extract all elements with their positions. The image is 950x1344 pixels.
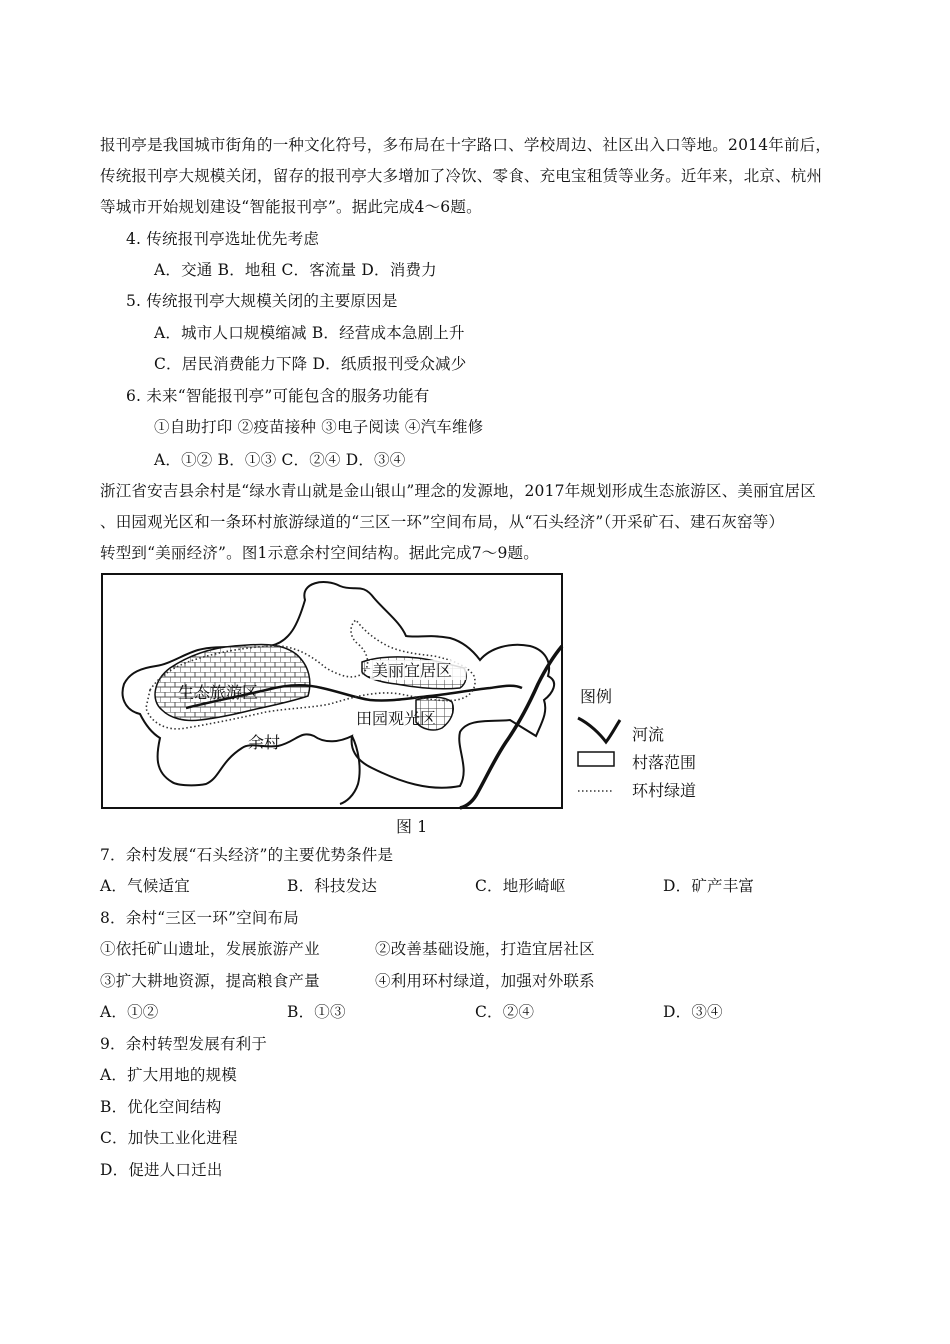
passage1-line1: 报刊亭是我国城市街角的一种文化符号，多布局在十字路口、学校周边、社区出入口等地。2014年前后， xyxy=(100,136,832,154)
q6-stem: 6. 未来“智能报刊亭”可能包含的服务功能有 xyxy=(126,387,430,405)
yucun-map-figure xyxy=(100,572,842,812)
passage2-line1: 浙江省安吉县余村是“绿水青山就是金山银山”理念的发源地，2017年规划形成生态旅游区、美丽宜居区 xyxy=(100,482,816,500)
q7-option-a: A．气候适宜 xyxy=(100,877,190,895)
q9-stem: 9．余村转型发展有利于 xyxy=(100,1035,268,1053)
q9-option-b: B．优化空间结构 xyxy=(100,1098,222,1116)
legend-title: 图例 xyxy=(580,687,613,706)
q9-option-d: D．促进人口迁出 xyxy=(100,1161,223,1179)
q8-item2: ②改善基础设施，打造宜居社区 xyxy=(375,940,595,958)
q9-option-a: A．扩大用地的规模 xyxy=(100,1066,237,1084)
q5-options-line1: A．城市人口规模缩减 B．经营成本急剧上升 xyxy=(154,324,465,342)
q4-stem: 4. 传统报刊亭选址优先考虑 xyxy=(126,230,320,248)
passage2-line2: 、田园观光区和一条环村旅游绿道的“三区一环”空间布局，从“石头经济”（开采矿石、建石灰窑等） xyxy=(100,513,785,531)
q8-item1: ①依托矿山遗址，发展旅游产业 xyxy=(100,940,320,958)
q8-stem: 8．余村“三区一环”空间布局 xyxy=(100,909,300,927)
q4-options: A．交通 B．地租 C．客流量 D．消费力 xyxy=(154,261,437,279)
q8-option-c: C．②④ xyxy=(475,1003,535,1021)
passage1-line3: 等城市开始规划建设“智能报刊亭”。据此完成4～6题。 xyxy=(100,198,482,216)
yucun-map-svg xyxy=(100,572,842,812)
legend-village-label: 村落范围 xyxy=(632,753,697,772)
legend-village-symbol xyxy=(578,752,614,766)
q8-item3: ③扩大耕地资源，提高粮食产量 xyxy=(100,972,320,990)
q6-items: ①自助打印 ②疫苗接种 ③电子阅读 ④汽车维修 xyxy=(154,418,484,436)
q7-option-c: C．地形崎岖 xyxy=(475,877,566,895)
village-label: 余村 xyxy=(248,733,281,752)
q5-options-line2: C．居民消费能力下降 D．纸质报刊受众减少 xyxy=(154,355,467,373)
q7-stem: 7．余村发展“石头经济”的主要优势条件是 xyxy=(100,846,394,864)
passage2-line3: 转型到“美丽经济”。图1示意余村空间结构。据此完成7～9题。 xyxy=(100,544,539,562)
legend-river-label: 河流 xyxy=(632,725,665,744)
legend-greenway-label: 环村绿道 xyxy=(632,781,697,800)
q7-option-b: B．科技发达 xyxy=(287,877,378,895)
q8-option-b: B．①③ xyxy=(287,1003,346,1021)
living-zone-label: 美丽宜居区 xyxy=(372,661,453,680)
passage1-line2: 传统报刊亭大规模关闭，留存的报刊亭大多增加了冷饮、零食、充电宝租赁等业务。近年来，北京、杭州 xyxy=(100,167,823,185)
q8-option-a: A．①② xyxy=(100,1003,159,1021)
q7-option-d: D．矿产丰富 xyxy=(663,877,755,895)
q6-options: A．①② B．①③ C．②④ D．③④ xyxy=(154,451,406,469)
q8-option-d: D．③④ xyxy=(663,1003,723,1021)
q9-option-c: C．加快工业化进程 xyxy=(100,1129,238,1147)
figure-caption: 图 1 xyxy=(396,817,428,836)
field-zone-label: 田园观光区 xyxy=(356,709,437,728)
q5-stem: 5. 传统报刊亭大规模关闭的主要原因是 xyxy=(126,292,398,310)
eco-zone-label: 生态旅游区 xyxy=(178,683,259,702)
q8-item4: ④利用环村绿道，加强对外联系 xyxy=(375,972,595,990)
legend-river-symbol xyxy=(578,718,620,742)
